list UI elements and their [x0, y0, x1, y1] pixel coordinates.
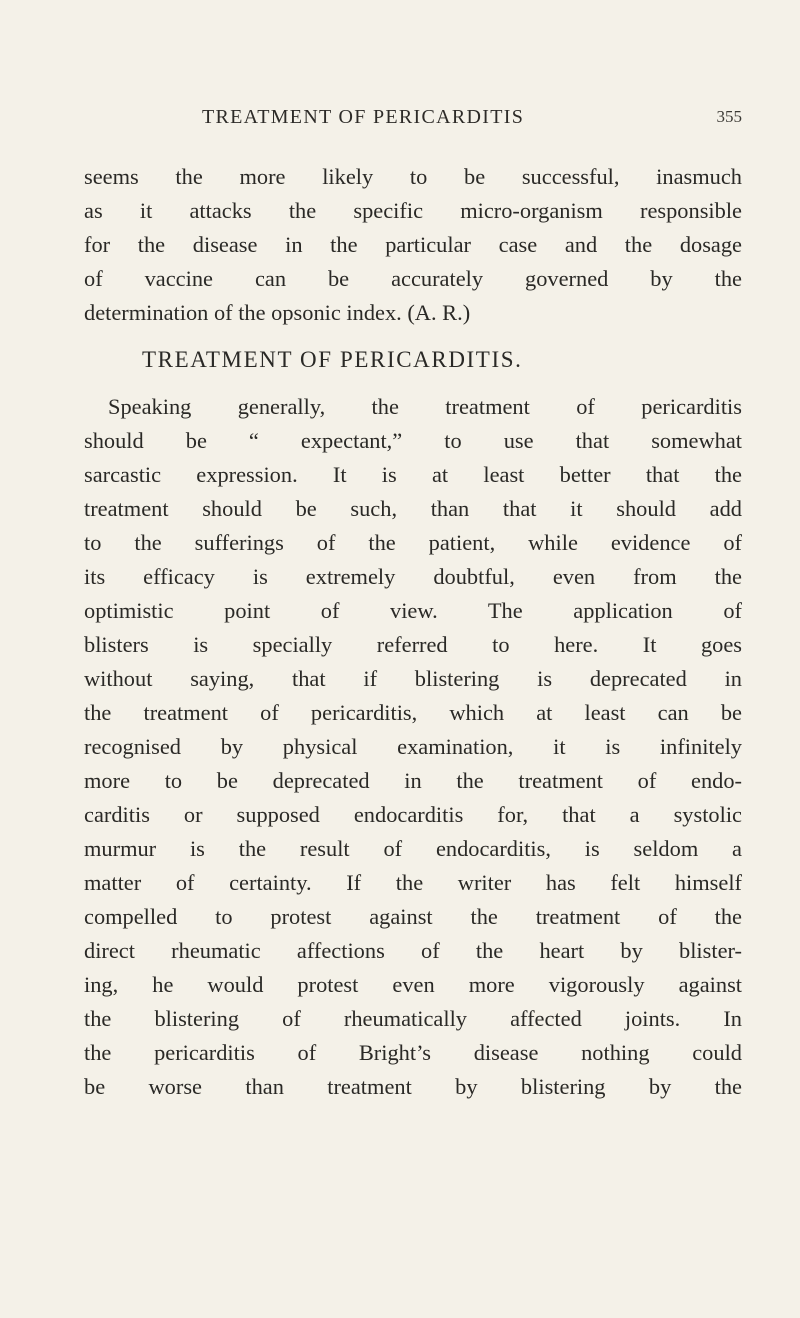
- intro-paragraph: [84, 160, 742, 330]
- text-line: blisters is specially referred to here. It goes: [84, 632, 742, 657]
- text-line: as it attacks the specific micro-organism responsible: [84, 198, 742, 223]
- page-number: 355: [716, 107, 742, 126]
- text-line: optimistic point of view. The application of: [84, 598, 742, 623]
- text-line: direct rheumatic affections of the heart by blister-: [84, 938, 742, 963]
- page-text: [84, 160, 742, 1104]
- text-line: the pericarditis of Bright’s disease nothing could: [84, 1040, 742, 1065]
- text-line: matter of certainty. If the writer has felt himself: [84, 870, 742, 895]
- text-line: carditis or supposed endocarditis for, that a systolic: [84, 802, 742, 827]
- section-paragraph: [84, 390, 742, 1104]
- text-line: the blistering of rheumatically affected joints. In: [84, 1006, 742, 1031]
- text-line: without saying, that if blistering is deprecated in: [84, 666, 742, 691]
- text-line: its efficacy is extremely doubtful, even from the: [84, 564, 742, 589]
- text-line: should be “ expectant,” to use that somewhat: [84, 428, 742, 453]
- text-line: seems the more likely to be successful, inasmuch: [84, 164, 742, 189]
- running-title: TREATMENT OF PERICARDITIS: [202, 106, 525, 128]
- text-line: to the sufferings of the patient, while evidence of: [84, 530, 742, 555]
- text-line: compelled to protest against the treatment of the: [84, 904, 742, 929]
- text-line: recognised by physical examination, it is infinitely: [84, 734, 742, 759]
- text-line: sarcastic expression. It is at least better that the: [84, 462, 742, 487]
- section-heading: TREATMENT OF PERICARDITIS.: [142, 347, 523, 372]
- text-line: treatment should be such, than that it should add: [84, 496, 742, 521]
- text-line: be worse than treatment by blistering by the: [84, 1074, 742, 1099]
- running-header: [132, 106, 742, 136]
- text-line: of vaccine can be accurately governed by the: [84, 266, 742, 291]
- text-line: ing, he would protest even more vigorously against: [84, 972, 742, 997]
- text-line: Speaking generally, the treatment of pericarditis: [108, 394, 742, 419]
- text-line: murmur is the result of endocarditis, is seldom a: [84, 836, 742, 861]
- text-line: for the disease in the particular case and the dosage: [84, 232, 742, 257]
- text-line: determination of the opsonic index. (A. R.): [84, 300, 471, 325]
- text-line: the treatment of pericarditis, which at least can be: [84, 700, 742, 725]
- text-line: more to be deprecated in the treatment of endo-: [84, 768, 742, 793]
